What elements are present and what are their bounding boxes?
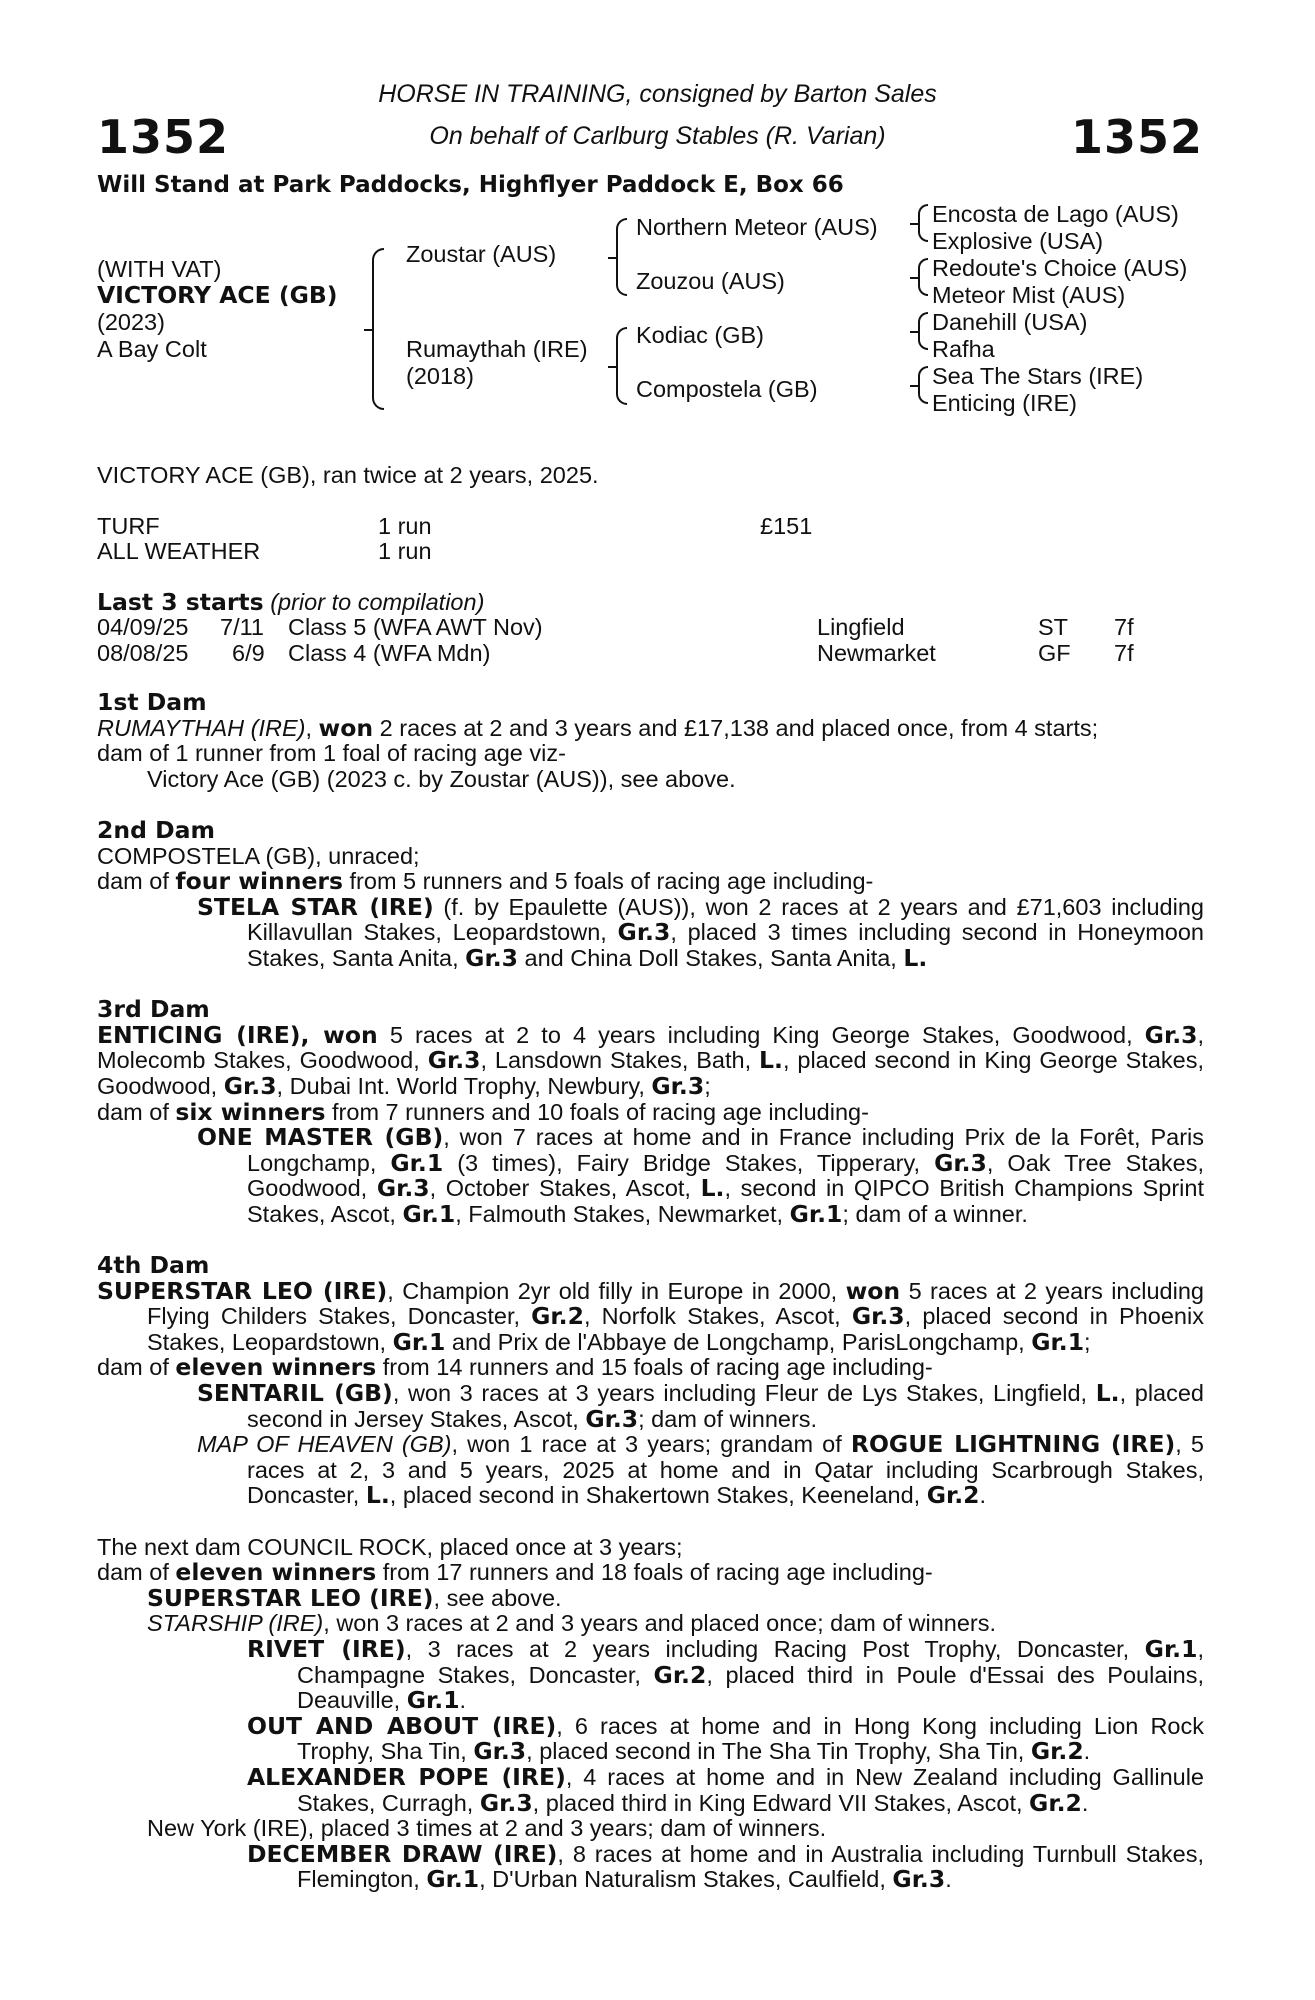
grade: Gr.1: [392, 1327, 446, 1356]
grade: Gr.3: [465, 943, 518, 972]
grade: Gr.3: [851, 1302, 905, 1331]
next-dam-produce: [97, 1560, 1204, 1586]
last-starts-title: Last 3 starts: [97, 588, 264, 616]
fourth-dam-progeny: [97, 1381, 1204, 1432]
winners-count: eleven winners: [175, 1558, 377, 1587]
grade: Gr.2: [653, 1660, 707, 1689]
fourth-dam-line: [97, 1276, 1204, 1356]
grade: Gr.2: [1030, 1737, 1084, 1766]
pedigree-dam-year: (2018): [406, 363, 474, 389]
grade: Gr.3: [473, 1737, 527, 1766]
grade: Gr.1: [402, 1199, 456, 1228]
third-dam-name: ENTICING (IRE),: [97, 1020, 310, 1049]
grade: Gr.3: [617, 918, 671, 947]
grand-progeny: [97, 1711, 1204, 1766]
progeny-name: SENTARIL (GB): [197, 1379, 393, 1408]
text: , placed second in King George Stakes, Goodwood,: [97, 1047, 1204, 1099]
text: , Oak Tree Stakes, Goodwood,: [247, 1149, 1204, 1202]
race-going: GF: [1038, 640, 1071, 666]
spacer: [97, 972, 1204, 998]
spacer: [97, 1509, 1204, 1535]
pedigree-ssd: Explosive (USA): [932, 228, 1104, 254]
grade: L.: [759, 1046, 783, 1075]
race-going: ST: [1038, 614, 1069, 640]
dam-sections: [97, 690, 1204, 1893]
grade: Gr.3: [934, 1148, 987, 1177]
pedigree-dam: Rumaythah (IRE): [406, 336, 588, 362]
pedigree-sire-dam: Zouzou (AUS): [636, 268, 785, 294]
next-dam-progeny: [97, 1583, 1204, 1612]
pedigree-dsd: Rafha: [932, 336, 995, 362]
spacer: [97, 1227, 1204, 1253]
text: , 3 races at 2 years including Racing Post Trophy, Doncaster,: [405, 1635, 1145, 1662]
race-course: Lingfield: [817, 614, 905, 640]
grade: Gr.1: [406, 1686, 460, 1715]
grade: L.: [903, 943, 928, 972]
horse-year: (2023): [97, 309, 165, 335]
pedigree-bracket-gen1: [372, 248, 384, 410]
horse-name: VICTORY ACE (GB): [97, 281, 338, 309]
grade: Gr.3: [479, 1788, 533, 1817]
text: 5 races at 2 years including Flying Childers Stakes, Doncaster,: [147, 1277, 1204, 1330]
second-dam-heading: 2nd Dam: [97, 815, 215, 844]
horse-description: A Bay Colt: [97, 336, 207, 362]
progeny-name: ROGUE LIGHTNING (IRE): [850, 1430, 1176, 1459]
race-distance: 7f: [1114, 614, 1134, 640]
race-course: Newmarket: [817, 640, 936, 666]
text: dam of: [97, 1559, 176, 1586]
text: , Dubai Int. World Trophy, Newbury,: [276, 1072, 652, 1099]
text: , won 3 races at 2 and 3 years and placed once; dam of winners.: [323, 1610, 997, 1637]
pedigree-bracket-dam: [616, 327, 627, 405]
text: , placed second in Shakertown Stakes, Keeneland,: [389, 1482, 927, 1509]
text: and China Doll Stakes, Santa Anita,: [517, 944, 904, 971]
grade: Gr.2: [531, 1302, 584, 1331]
text: , D'Urban Naturalism Stakes, Caulfield,: [479, 1866, 893, 1893]
text: , 4 races at home and in New Zealand including Gallinule Stakes, Curragh,: [297, 1763, 1205, 1816]
first-dam-heading: 1st Dam: [97, 688, 207, 716]
last-starts-note: (prior to compilation): [270, 589, 485, 615]
pedigree-bracket-ds: [918, 312, 928, 350]
pedigree-bracket-ss: [918, 204, 928, 242]
pedigree-sds: Redoute's Choice (AUS): [932, 255, 1188, 281]
next-dam-line: The next dam COUNCIL ROCK, placed once at 3 years;: [97, 1533, 683, 1560]
grade: L.: [1095, 1379, 1120, 1408]
text: , placed 3 times including second in Honeymoon Stakes, Santa Anita,: [247, 919, 1204, 971]
text: from 5 runners and 5 foals of racing age including-: [343, 868, 874, 895]
text: , 5 races at 2, 3 and 5 years, 2025 at home and in Qatar including Scarbrough Stakes, Doncaster,: [247, 1431, 1204, 1509]
text: , see above.: [433, 1584, 562, 1611]
record-runs-aw: 1 run: [378, 538, 432, 564]
fourth-dam-name: SUPERSTAR LEO (IRE): [97, 1276, 388, 1305]
text: ; dam of a winner.: [842, 1200, 1028, 1227]
grade: Gr.3: [585, 1404, 639, 1433]
text: dam of: [97, 1354, 176, 1381]
grand-progeny: [97, 1839, 1205, 1894]
winners-count: six winners: [175, 1097, 326, 1126]
pedigree-dam-dam: Compostela (GB): [636, 376, 818, 402]
grade: L.: [365, 1481, 390, 1510]
next-dam-progeny: [97, 1611, 1204, 1637]
race-row: [97, 640, 188, 666]
second-dam-line: COMPOSTELA (GB), unraced;: [97, 842, 420, 869]
text: .: [1083, 1738, 1091, 1765]
grade: Gr.3: [223, 1071, 277, 1100]
text: dam of: [97, 1098, 176, 1125]
race-position: 6/9: [232, 640, 265, 666]
text: .: [459, 1687, 467, 1714]
pedigree-sss: Encosta de Lago (AUS): [932, 201, 1179, 227]
grade: Gr.3: [651, 1071, 705, 1100]
won-label: won: [318, 713, 374, 742]
text: , 8 races at home and in Australia including Turnbull Stakes, Flemington,: [297, 1840, 1205, 1893]
progeny-name: ALEXANDER POPE (IRE): [247, 1762, 566, 1791]
on-behalf-line: On behalf of Carlburg Stables (R. Varian): [429, 122, 886, 150]
grade: L.: [700, 1174, 725, 1203]
grade: Gr.1: [426, 1865, 480, 1894]
pedigree-dss: Danehill (USA): [932, 309, 1088, 335]
text: , won 1 race at 3 years; grandam of: [451, 1431, 851, 1458]
grade: Gr.2: [926, 1481, 980, 1510]
first-dam-foal: Victory Ace (GB) (2023 c. by Zoustar (AUS)), see above.: [147, 765, 736, 792]
grade: Gr.3: [892, 1865, 946, 1894]
text: from 7 runners and 10 foals of racing age including-: [325, 1098, 869, 1125]
record-surface-turf: TURF: [97, 513, 160, 539]
race-date: 04/09/25: [97, 614, 189, 640]
text: (f. by Epaulette (AUS)), won 2 races at 2 years and £71,603 including Killavullan Stakes, Leopardstown,: [247, 893, 1204, 946]
record-earnings-turf: £151: [760, 513, 813, 539]
progeny-name: SUPERSTAR LEO (IRE): [147, 1583, 434, 1612]
vat-label: (WITH VAT): [97, 256, 222, 282]
text: .: [945, 1866, 952, 1893]
lot-number-left: 1352: [97, 110, 230, 164]
first-dam-name: RUMAYTHAH (IRE): [97, 714, 306, 741]
pedigree-bracket-dd: [918, 366, 928, 404]
next-dam-progeny: New York (IRE), placed 3 times at 2 and 3 years; dam of winners.: [147, 1815, 827, 1842]
text: , won 3 races at 3 years including Fleur de Lys Stakes, Lingfield,: [392, 1380, 1096, 1407]
pedigree-sdd: Meteor Mist (AUS): [932, 282, 1126, 308]
text: and Prix de l'Abbaye de Longchamp, ParisLongchamp,: [445, 1328, 1032, 1355]
progeny-name: STELA STAR (IRE): [197, 892, 434, 921]
text: , Norfolk Stakes, Ascot,: [583, 1303, 852, 1330]
pedigree-dds: Sea The Stars (IRE): [932, 363, 1144, 389]
first-dam-produce: dam of 1 runner from 1 foal of racing age viz-: [97, 740, 566, 767]
pedigree-sire-sire: Northern Meteor (AUS): [636, 214, 878, 240]
third-dam-progeny: [97, 1125, 1204, 1227]
text: , 6 races at home and in Hong Kong including Lion Rock Trophy, Sha Tin,: [297, 1712, 1204, 1765]
text: ; dam of winners.: [638, 1405, 818, 1432]
grade: Gr.3: [427, 1046, 481, 1075]
winners-count: four winners: [175, 867, 343, 896]
consignment-line: HORSE IN TRAINING, consigned by Barton Sales: [378, 80, 937, 108]
grade: Gr.3: [1144, 1020, 1198, 1049]
last-starts-heading: [97, 589, 484, 616]
race-class: Class 5 (WFA AWT Nov): [288, 614, 543, 640]
text: , won 7 races at home and in France including Prix de la Forêt, Paris Longchamp,: [247, 1124, 1204, 1176]
text: 5 races at 2 to 4 years including King George Stakes, Goodwood,: [377, 1021, 1145, 1048]
grade: Gr.1: [390, 1148, 444, 1177]
second-dam-progeny: [97, 892, 1204, 972]
grand-progeny: [97, 1634, 1204, 1715]
third-dam-line: [97, 1020, 1205, 1100]
pedigree-bracket-sire: [616, 218, 627, 296]
text: dam of: [97, 868, 176, 895]
text: , placed second in Phoenix Stakes, Leopardstown,: [147, 1303, 1204, 1355]
race-distance: 7f: [1114, 640, 1134, 666]
record-surface-aw: ALL WEATHER: [97, 538, 261, 564]
text: , October Stakes, Ascot,: [429, 1175, 701, 1202]
grade: Gr.1: [1144, 1634, 1198, 1663]
race-class: Class 4 (WFA Mdn): [288, 640, 491, 666]
text: from 14 runners and 15 foals of racing age including-: [376, 1354, 933, 1381]
winners-count: eleven winners: [175, 1353, 377, 1382]
fourth-dam-progeny: [97, 1432, 1204, 1509]
race-date: 08/08/25: [97, 640, 189, 666]
text: from 17 runners and 18 foals of racing age including-: [376, 1559, 933, 1586]
grade: Gr.2: [1029, 1788, 1082, 1817]
text: 2 races at 2 and 3 years and £17,138 and placed once, from 4 starts;: [373, 714, 1099, 741]
text: , Falmouth Stakes, Newmarket,: [455, 1200, 790, 1227]
fourth-dam-heading: 4th Dam: [97, 1251, 210, 1280]
race-row: [97, 614, 188, 640]
fourth-dam-produce: [97, 1355, 1204, 1381]
text: , second in QIPCO British Champions Sprint Stakes, Ascot,: [247, 1175, 1204, 1227]
third-dam-heading: 3rd Dam: [97, 995, 210, 1024]
text: , Champion 2yr old filly in Europe in 2000,: [387, 1277, 846, 1304]
won-label: won: [845, 1276, 901, 1305]
pedigree-bracket-sd: [918, 258, 928, 296]
text: (3 times), Fairy Bridge Stakes, Tipperary,: [443, 1149, 935, 1176]
grade: Gr.1: [789, 1199, 843, 1228]
text: , placed third in Poule d'Essai des Poulains, Deauville,: [297, 1661, 1204, 1714]
text: ;: [1084, 1328, 1091, 1355]
progeny-name: ONE MASTER (GB): [197, 1123, 444, 1152]
text: , placed second in Jersey Stakes, Ascot,: [247, 1380, 1205, 1432]
text: , Molecomb Stakes, Goodwood,: [97, 1021, 1205, 1074]
pedigree-dam-sire: Kodiac (GB): [636, 322, 764, 348]
lot-number-right: 1352: [1070, 110, 1203, 164]
grade: Gr.3: [376, 1174, 430, 1203]
pedigree-ddd: Enticing (IRE): [932, 390, 1077, 416]
pedigree-sire: Zoustar (AUS): [406, 241, 557, 267]
text: , Champagne Stakes, Doncaster,: [297, 1635, 1204, 1688]
progeny-name: MAP OF HEAVEN (GB): [197, 1431, 452, 1458]
third-dam-produce: [97, 1097, 1204, 1126]
grade: Gr.1: [1031, 1327, 1085, 1356]
second-dam-produce: [97, 869, 1204, 895]
text: , Lansdown Stakes, Bath,: [480, 1047, 760, 1074]
record-runs-turf: 1 run: [378, 513, 432, 539]
progeny-name: OUT AND ABOUT (IRE): [247, 1711, 557, 1740]
grand-progeny: [97, 1762, 1205, 1817]
text: .: [979, 1482, 987, 1509]
won-label: won: [309, 1020, 378, 1049]
progeny-name: STARSHIP (IRE): [147, 1610, 324, 1637]
spacer: [97, 792, 1204, 818]
text: , placed second in The Sha Tin Trophy, Sha Tin,: [526, 1738, 1031, 1765]
location-line: Will Stand at Park Paddocks, Highflyer Paddock E, Box 66: [97, 172, 844, 198]
progeny-name: RIVET (IRE): [247, 1634, 406, 1663]
text: , placed third in King Edward VII Stakes, Ascot,: [532, 1789, 1030, 1816]
progeny-name: DECEMBER DRAW (IRE): [247, 1839, 558, 1868]
text: .: [1081, 1789, 1089, 1816]
text: ;: [704, 1072, 711, 1099]
race-position: 7/11: [220, 614, 264, 640]
first-dam-line: RUMAYTHAH (IRE), won 2 races at 2 and 3 years and £17,138 and placed once, from 4 starts;: [97, 713, 1099, 742]
race-summary: VICTORY ACE (GB), ran twice at 2 years, 2025.: [97, 462, 599, 488]
